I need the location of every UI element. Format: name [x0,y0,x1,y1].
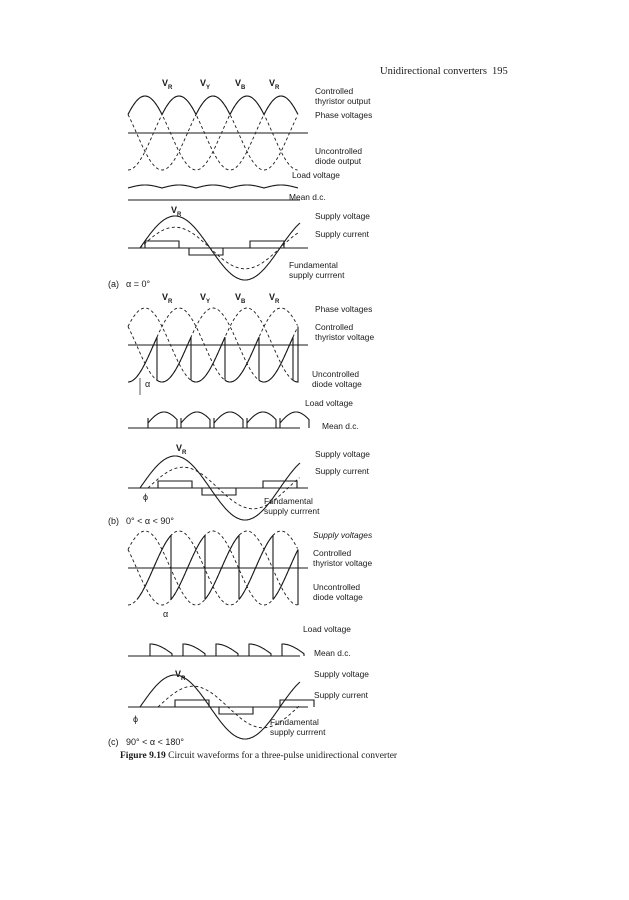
b-mean: Mean d.c. [322,421,359,431]
c-fund: Fundamental [270,717,319,727]
label-vr-supply-c: $V_R$ [175,669,186,682]
c-load: Load voltage [303,624,351,634]
a-supply-v: Supply voltage [315,211,370,221]
a-controlled: Controlled [315,86,354,96]
label-vb-a: $V_B$ [235,78,246,91]
c-alpha: α [163,609,169,619]
b-uncontrolled2: diode voltage [312,379,362,389]
a-controlled2: thyristor output [315,96,371,106]
b-phi: ϕ [143,492,149,502]
label-vr-supply-b: $V_R$ [176,443,187,456]
c-supply-v: Supply voltage [314,669,369,679]
a-uncontrolled2: diode output [315,156,362,166]
b-controlled-chopped [128,327,298,383]
b-uncontrolled: Uncontrolled [312,369,360,379]
b-condition: 0° < α < 90° [126,516,174,526]
label-vr2-a: $V_R$ [269,78,280,91]
a-phase: Phase voltages [315,110,373,120]
label-vy-b: $V_Y$ [200,292,211,305]
label-vr2-b: $V_R$ [269,292,280,305]
label-vy-a: $V_Y$ [200,78,211,91]
c-uncontrolled: Uncontrolled [313,582,361,592]
b-supply-i: Supply current [315,466,369,476]
a-mean: Mean d.c. [289,192,326,202]
c-mean: Mean d.c. [314,648,351,658]
c-condition: 90° < α < 180° [126,737,184,747]
c-fund2: supply currrent [270,727,326,737]
c-load-voltage [128,644,304,656]
c-phi: ϕ [133,714,139,724]
b-load-voltage [128,412,309,428]
c-tag: (c) [108,737,119,747]
c-controlled: Controlled [313,548,352,558]
figure-caption: Figure 9.19 Circuit waveforms for a three-pulse unidirectional converter [120,751,398,761]
b-fund2: supply currrent [264,506,320,516]
a-load-ripple [128,185,298,188]
label-vr-b: $V_R$ [162,292,173,305]
c-supply-vs: Supply voltages [313,530,373,540]
b-controlled: Controlled [315,322,354,332]
c-uncontrolled2: diode voltage [313,592,363,602]
page-number: 195 [492,66,508,77]
label-vr-a: $V_R$ [162,78,173,91]
b-controlled2: thyristor voltage [315,332,375,342]
a-fund2: supply currrent [289,270,345,280]
a-tag: (a) [108,279,119,289]
a-fund: Fundamental [289,260,338,270]
b-load: Load voltage [305,398,353,408]
a-condition: α = 0° [126,279,151,289]
b-fund: Fundamental [264,496,313,506]
a-uncontrolled: Uncontrolled [315,146,363,156]
b-supply-v: Supply voltage [315,449,370,459]
c-supply-i: Supply current [314,690,368,700]
a-supply-i: Supply current [315,229,369,239]
a-controlled-envelope [128,96,298,115]
b-tag: (b) [108,516,119,526]
label-vb-b: $V_B$ [235,292,246,305]
label-vr-supply-a: $V_R$ [171,205,182,218]
b-phase: Phase voltages [315,304,373,314]
b-alpha: α [145,379,151,389]
running-title: Unidirectional converters [380,66,487,77]
a-load: Load voltage [292,170,340,180]
c-controlled2: thyristor voltage [313,558,373,568]
